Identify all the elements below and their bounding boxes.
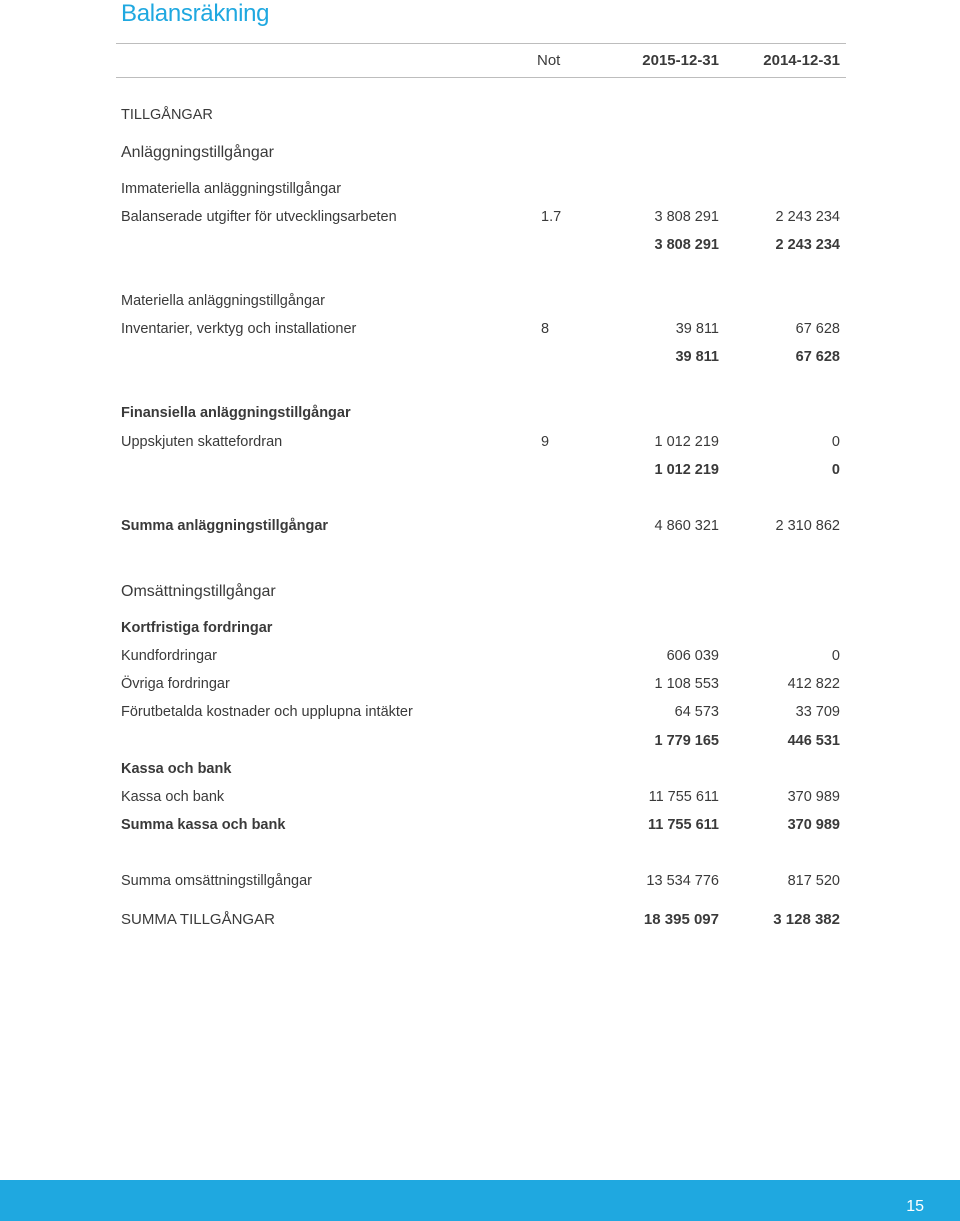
row-value-previous: 2 243 234: [775, 209, 840, 225]
row-value-previous: 817 520: [787, 873, 840, 889]
row-value-previous: 0: [831, 462, 840, 478]
row-label: Kundfordringar: [121, 648, 217, 664]
row-value-current: 64 573: [674, 704, 719, 720]
row-label: Summa kassa och bank: [121, 817, 286, 833]
row-value-previous: 412 822: [787, 676, 840, 692]
row-label: Anläggningstillgångar: [121, 144, 274, 161]
row-label: Uppskjuten skattefordran: [121, 434, 283, 450]
table-row: [0, 434, 960, 456]
footer-bar: [0, 1180, 960, 1221]
row-label: Balanserade utgifter för utvecklingsarbeten: [121, 209, 397, 225]
row-summa-tillgangar: [0, 911, 960, 933]
row-note: 8: [541, 321, 550, 337]
row-value-current: 11 755 611: [648, 789, 719, 805]
row-value-previous: 67 628: [795, 321, 840, 337]
table-row: [0, 676, 960, 698]
column-header-note: Not: [537, 52, 561, 69]
row-summa-omsattningstillgangar: [0, 873, 960, 895]
row-kortfristiga-heading: [0, 620, 960, 642]
row-label: Immateriella anläggningstillgångar: [121, 181, 342, 197]
row-label: SUMMA TILLGÅNGAR: [121, 911, 275, 928]
row-value-previous: 370 989: [787, 817, 840, 833]
row-value-current: 1 779 165: [654, 733, 719, 749]
row-value-current: 606 039: [666, 648, 719, 664]
row-label: Kassa och bank: [121, 789, 225, 805]
row-value-previous: 33 709: [795, 704, 840, 720]
row-value-current: 13 534 776: [646, 873, 719, 889]
row-value-previous: 446 531: [787, 733, 840, 749]
row-subtotal: [0, 237, 960, 259]
row-omsattningstillgangar-heading: [0, 583, 960, 605]
page-title: Balansräkning: [121, 0, 270, 27]
row-label: Summa anläggningstillgångar: [121, 518, 329, 534]
row-subtotal: [0, 733, 960, 755]
row-value-previous: 3 128 382: [773, 911, 840, 928]
row-value-previous: 2 243 234: [775, 237, 840, 253]
table-row: [0, 789, 960, 811]
row-label: Övriga fordringar: [121, 676, 230, 692]
row-value-current: 39 811: [675, 321, 719, 337]
row-label: Materiella anläggningstillgångar: [121, 293, 325, 309]
row-materiella-heading: [0, 293, 960, 315]
row-summa-anlaggningstillgangar: [0, 518, 960, 540]
row-label: Kassa och bank: [121, 761, 232, 777]
row-subtotal: [0, 462, 960, 484]
row-kassa-heading: [0, 761, 960, 783]
table-row: [0, 648, 960, 670]
header-top-rule: [116, 43, 846, 44]
row-tillgangar: [0, 107, 960, 129]
row-value-previous: 0: [831, 434, 840, 450]
row-value-current: 3 808 291: [654, 209, 719, 225]
row-value-current: 3 808 291: [654, 237, 719, 253]
row-value-previous: 2 310 862: [775, 518, 840, 534]
row-label: TILLGÅNGAR: [121, 107, 213, 123]
row-value-current: 1 012 219: [654, 462, 719, 478]
table-row: [0, 209, 960, 231]
row-note: 9: [541, 434, 550, 450]
row-label: Inventarier, verktyg och installationer: [121, 321, 357, 337]
row-value-current: 18 395 097: [643, 911, 719, 928]
row-label: Kortfristiga fordringar: [121, 620, 273, 636]
table-row: [0, 704, 960, 726]
row-finansiella-heading: [0, 405, 960, 427]
column-header-previous: 2014-12-31: [763, 52, 840, 69]
row-value-previous: 370 989: [787, 789, 840, 805]
row-label: Förutbetalda kostnader och upplupna intäkter: [121, 704, 413, 720]
row-value-current: 39 811: [675, 349, 719, 365]
table-row: [0, 321, 960, 343]
row-value-previous: 67 628: [795, 349, 840, 365]
row-immateriella-heading: [0, 181, 960, 203]
page-number: 15: [906, 1198, 924, 1215]
row-anlaggningstillgangar-heading: [0, 144, 960, 166]
row-value-current: 1 108 553: [654, 676, 719, 692]
row-note: 1.7: [541, 209, 562, 225]
row-summa-kassa: [0, 817, 960, 839]
row-label: Omsättningstillgångar: [121, 583, 276, 600]
row-value-previous: 0: [831, 648, 840, 664]
row-label: Finansiella anläggningstillgångar: [121, 405, 351, 421]
row-label: Summa omsättningstillgångar: [121, 873, 313, 889]
header-bottom-rule: [116, 77, 846, 78]
row-subtotal: [0, 349, 960, 371]
row-value-current: 1 012 219: [654, 434, 719, 450]
row-value-current: 11 755 611: [648, 817, 719, 833]
column-header-current: 2015-12-31: [642, 52, 719, 69]
row-value-current: 4 860 321: [654, 518, 719, 534]
